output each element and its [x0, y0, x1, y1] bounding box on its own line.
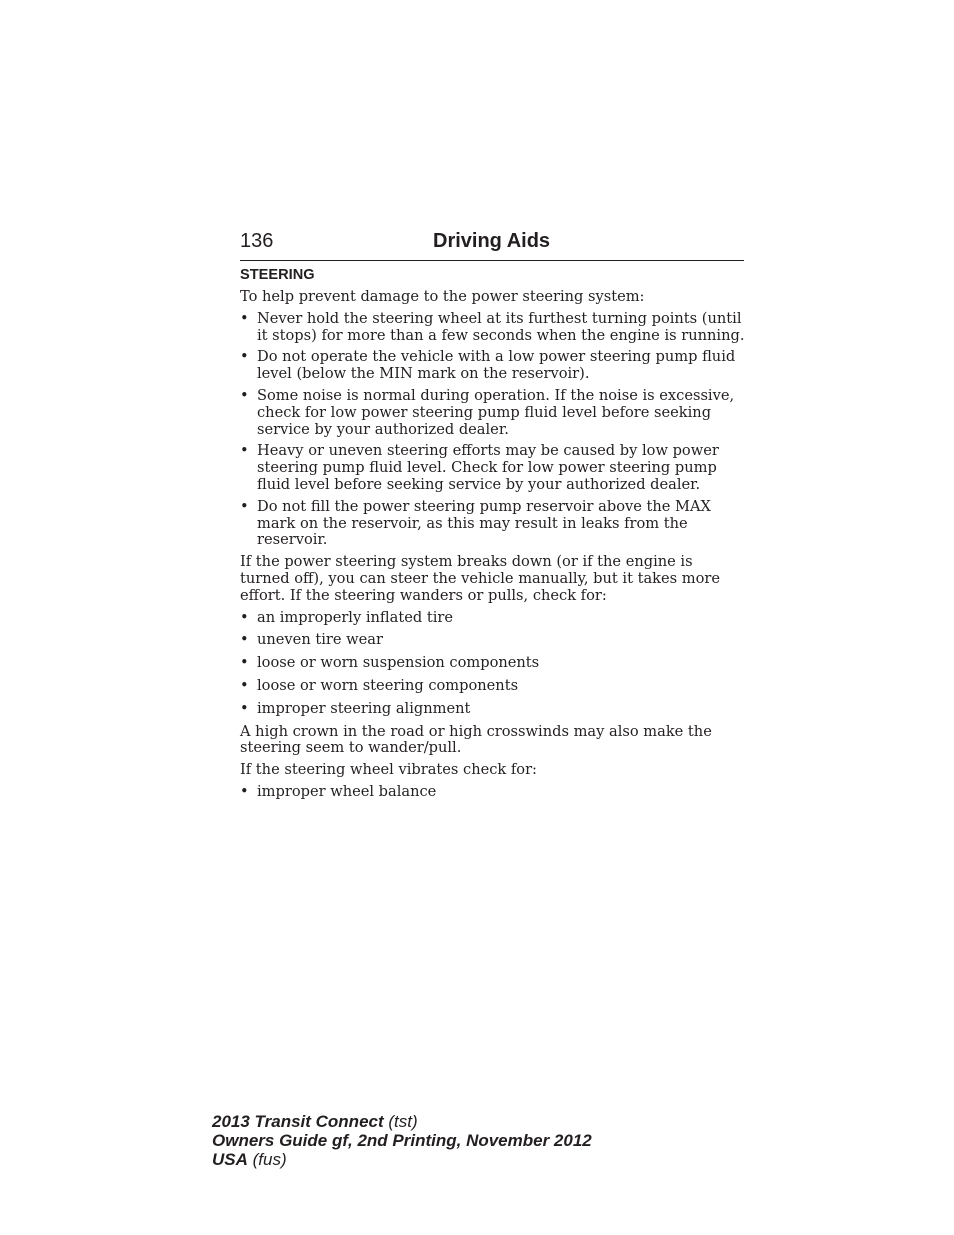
- crosswind-paragraph: A high crown in the road or high crosswinds may also make the steering seem to wander/pull.: [240, 722, 712, 757]
- bullet-icon: •: [240, 608, 249, 626]
- vibration-paragraph: If the steering wheel vibrates check for:: [240, 761, 537, 779]
- footer-line-guide: [212, 1131, 592, 1150]
- list-item-text: Heavy or uneven steering efforts may be caused by low power steering pump fluid level. Check for low power steering pump fluid level before seeking service by your authorized dealer.: [257, 442, 719, 493]
- list-item: [240, 632, 746, 649]
- list-item-text: Never hold the steering wheel at its furthest turning points (until it stops) for more than a few seconds when the engine is running.: [257, 309, 745, 344]
- list-item-text: Do not operate the vehicle with a low power steering pump fluid level (below the MIN mark on the reservoir).: [257, 348, 736, 383]
- footer-line-region: [212, 1150, 592, 1169]
- breakdown-paragraph: If the power steering system breaks down (or if the engine is turned off), you can steer the vehicle manually, but it takes more effort. If the steering wanders or pulls, check for:: [240, 553, 720, 604]
- list-item-text: uneven tire wear: [257, 631, 383, 649]
- list-item-text: improper wheel balance: [257, 782, 437, 800]
- bullet-icon: •: [240, 699, 249, 717]
- section-heading: STEERING: [240, 267, 315, 283]
- page-number: 136: [240, 230, 274, 252]
- footer-guide-info: Owners Guide gf, 2nd Printing, November 2012: [212, 1131, 592, 1151]
- list-item: [240, 443, 746, 493]
- list-item: [240, 701, 746, 718]
- list-item: [240, 784, 746, 801]
- list-item-text: Some noise is normal during operation. If the noise is excessive, check for low power steering pump fluid level before seeking service by your authorized dealer.: [257, 386, 735, 438]
- intro-paragraph: To help prevent damage to the power steering system:: [240, 288, 645, 305]
- chapter-title: Driving Aids: [433, 230, 551, 252]
- bullet-icon: •: [240, 631, 249, 649]
- list-item: [240, 499, 746, 549]
- page-footer: [212, 1112, 592, 1170]
- list-item: [240, 678, 746, 695]
- list-item-text: Do not fill the power steering pump reservoir above the MAX mark on the reservoir, as this may result in leaks from the reservoir.: [257, 497, 711, 549]
- wander-causes-list: [240, 610, 746, 718]
- list-item: [240, 349, 746, 383]
- bullet-icon: •: [240, 442, 249, 460]
- list-item: [240, 655, 746, 672]
- list-item: [240, 610, 746, 627]
- footer-model-name: 2013 Transit Connect: [212, 1112, 384, 1131]
- footer-region: USA: [212, 1150, 248, 1170]
- vibration-causes-list: [240, 784, 746, 801]
- list-item: [240, 388, 746, 438]
- list-item-text: loose or worn steering components: [257, 676, 519, 694]
- bullet-icon: •: [240, 782, 249, 800]
- page-content: [240, 266, 746, 807]
- list-item-text: improper steering alignment: [257, 699, 471, 717]
- page-header: [240, 229, 744, 261]
- bullet-icon: •: [240, 497, 249, 515]
- footer-line-model: [212, 1112, 592, 1131]
- list-item-text: an improperly inflated tire: [257, 608, 453, 626]
- footer-model-code: (tst): [383, 1112, 418, 1131]
- bullet-icon: •: [240, 676, 249, 694]
- bullet-icon: •: [240, 309, 249, 327]
- bullet-icon: •: [240, 348, 249, 366]
- footer-region-code: (fus): [247, 1150, 287, 1170]
- list-item-text: loose or worn suspension components: [257, 654, 540, 672]
- bullet-icon: •: [240, 654, 249, 672]
- list-item: [240, 311, 746, 345]
- bullet-icon: •: [240, 386, 249, 404]
- precautions-list: [240, 311, 746, 549]
